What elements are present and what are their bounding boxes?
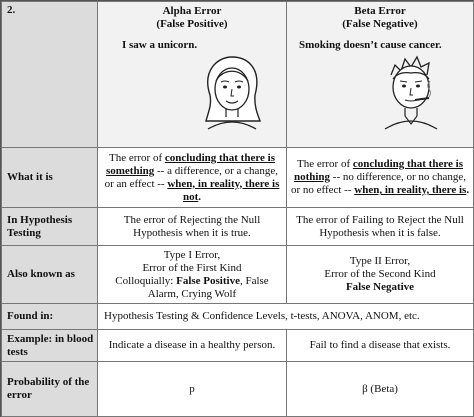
row-probability: [2, 362, 474, 417]
row-label-what-it-is: What it is: [2, 148, 98, 208]
alpha-title: Alpha Error: [162, 5, 222, 17]
alpha-aka-1: Type I Error,: [163, 248, 221, 261]
beta-what-end: .: [466, 184, 470, 196]
row-what-it-is: [2, 148, 474, 208]
alpha-aka-3-post: , False Alarm, Crying Wolf: [147, 274, 269, 300]
beta-what-emphasis-2: when, in reality, there is: [354, 184, 467, 196]
beta-header: [287, 2, 474, 148]
alpha-aka-3-pre: Colloquially:: [115, 274, 177, 287]
alpha-illustration: [100, 31, 284, 129]
error-types-table: [1, 1, 474, 417]
row-label-example: Example: in blood tests: [2, 330, 98, 362]
alpha-hypothesis: The error of Rejecting the Null Hypothesis when it is true.: [98, 208, 287, 246]
alpha-probability: p: [98, 362, 287, 417]
beta-aka: [287, 246, 474, 304]
row-label-also-known-as: Also known as: [2, 246, 98, 304]
alpha-what-emphasis-2: when, in reality, there is not: [167, 177, 280, 203]
found-in-value: Hypothesis Testing & Confidence Levels, t-tests, ANOVA, ANOM, etc.: [98, 304, 474, 330]
alpha-aka: [98, 246, 287, 304]
beta-what-pre: The error of: [297, 158, 353, 170]
row-label-hypothesis: In Hypothesis Testing: [2, 208, 98, 246]
beta-aka-1: Type II Error,: [349, 255, 411, 267]
alpha-example: Indicate a disease in a healthy person.: [98, 330, 287, 362]
beta-title: Beta Error: [354, 5, 406, 17]
row-label-probability: Probability of the error: [2, 362, 98, 417]
alpha-speech-text: I saw a unicorn.: [122, 39, 198, 51]
alpha-aka-2: Error of the First Kind: [142, 261, 242, 274]
alpha-what-end: .: [198, 190, 202, 203]
beta-what-mid: -- no difference, or no change, or no effect --: [290, 171, 467, 196]
beta-aka-3: False Negative: [345, 281, 415, 293]
beta-illustration: [289, 31, 471, 129]
beta-hypothesis: The error of Failing to Reject the Null Hypothesis when it is false.: [287, 208, 474, 246]
row-also-known-as: [2, 246, 474, 304]
alpha-what-it-is: [98, 148, 287, 208]
beta-what-emphasis-1: concluding that there is nothing: [293, 158, 463, 183]
alpha-what-emphasis-1: concluding that there is something: [105, 151, 275, 177]
alpha-header: [98, 2, 287, 148]
alpha-aka-3: [101, 275, 283, 301]
alpha-subtitle: (False Positive): [156, 18, 228, 30]
alpha-what-mid: -- a difference, or a change, or an effect --: [104, 164, 279, 190]
header-row: [2, 2, 474, 148]
row-found-in: [2, 304, 474, 330]
row-hypothesis: [2, 208, 474, 246]
row-example: [2, 330, 474, 362]
row-label-found-in: Found in:: [2, 304, 98, 330]
beta-speech-text: Smoking doesn’t cause cancer.: [299, 39, 442, 51]
alpha-aka-3-bold: False Positive: [176, 274, 240, 287]
beta-example: Fail to find a disease that exists.: [287, 330, 474, 362]
beta-probability: β (Beta): [287, 362, 474, 417]
beta-aka-2: Error of the Second Kind: [324, 268, 436, 280]
man-smoking-face-icon: [371, 49, 451, 131]
beta-what-it-is: [287, 148, 474, 208]
alpha-what-pre: The error of: [109, 151, 165, 164]
woman-face-icon: [192, 51, 272, 131]
beta-subtitle: (False Negative): [342, 18, 418, 30]
table-number: 2.: [2, 2, 98, 148]
